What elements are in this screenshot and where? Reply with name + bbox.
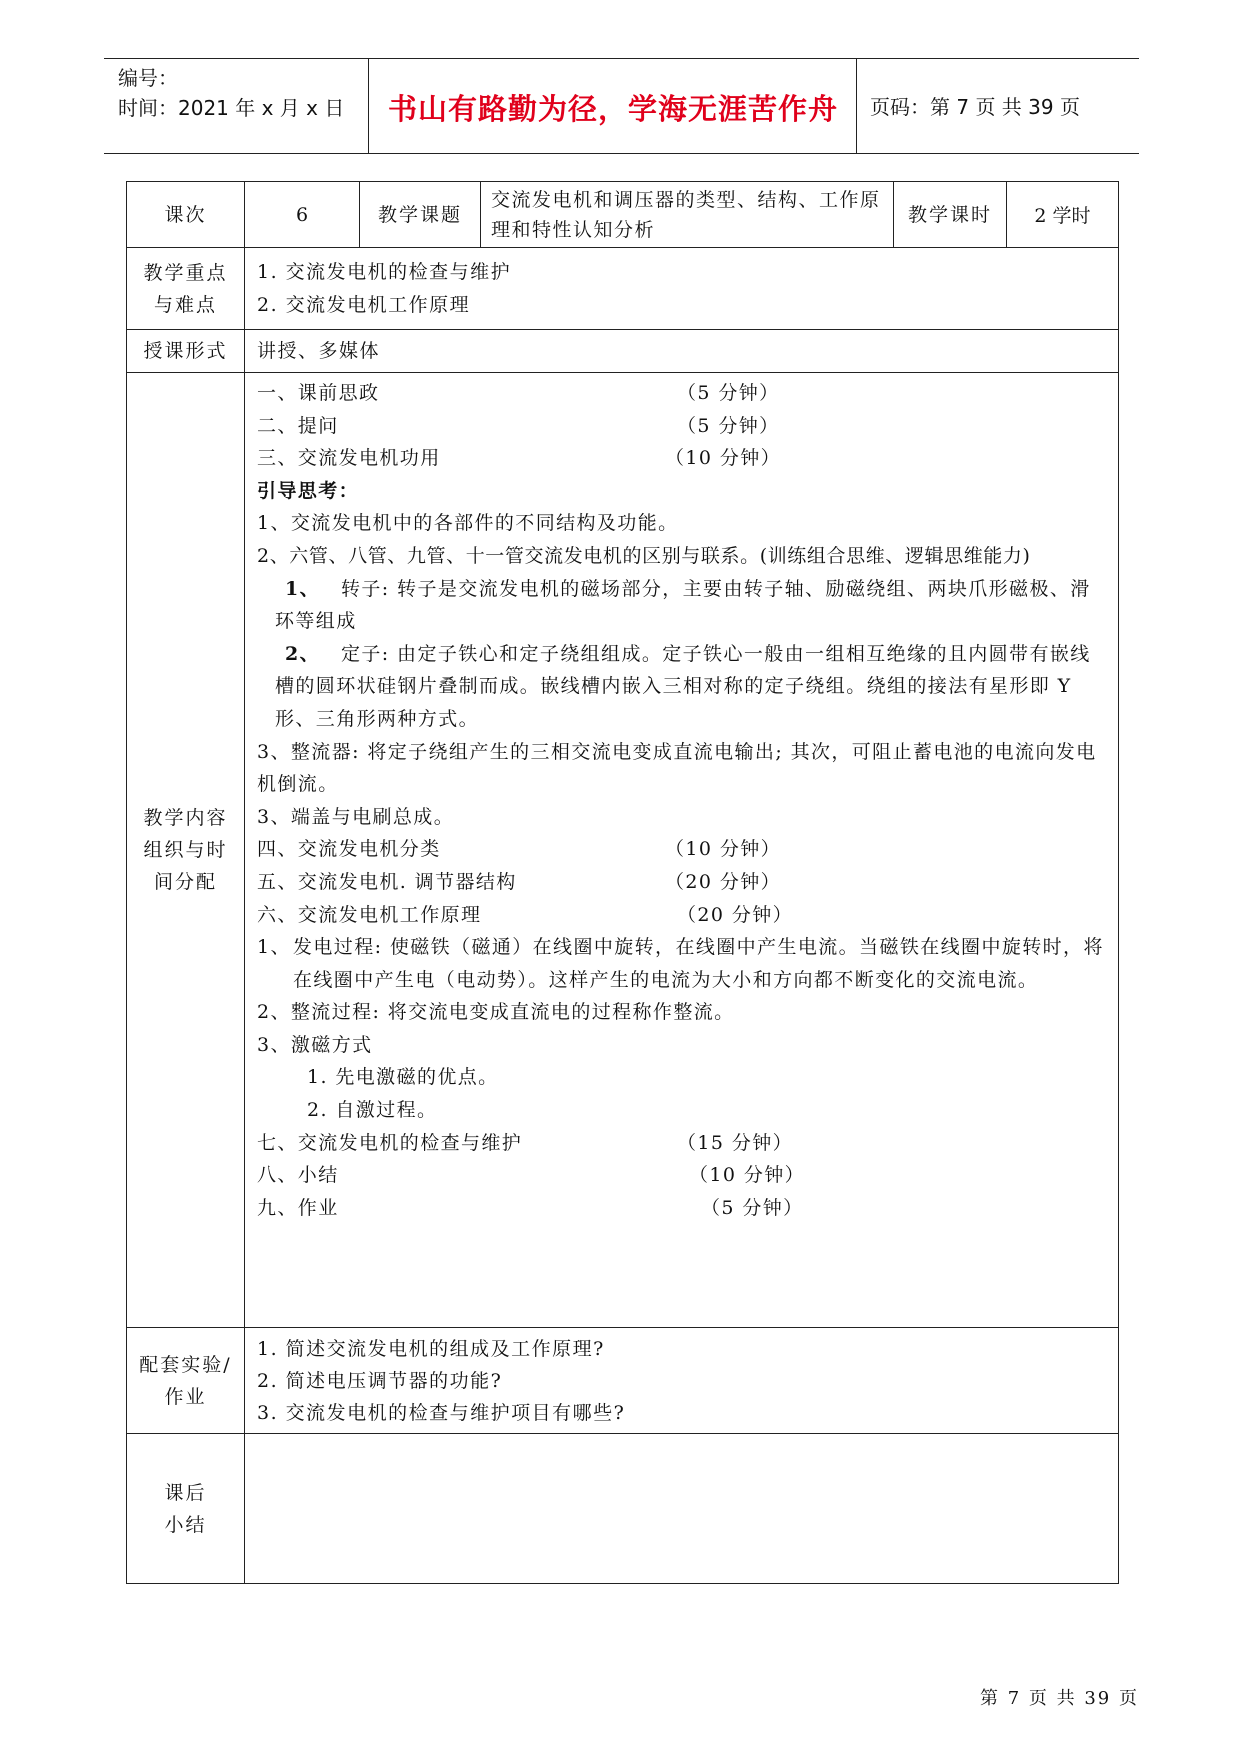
section-title: 五、交流发电机. 调节器结构 [257, 870, 517, 893]
content-line: 2. 自激过程。 [307, 1099, 438, 1122]
section-time: （10 分钟） [665, 838, 782, 861]
section-time: （20 分钟） [665, 870, 782, 893]
section-title: 六、交流发电机工作原理 [257, 903, 482, 926]
section-time: （10 分钟） [665, 447, 782, 470]
content-line: 1、交流发电机中的各部件的不同结构及功能。 [257, 512, 679, 535]
content-line [257, 1127, 1106, 1160]
rectifier-paragraph: 3、整流器: 将定子绕组产生的三相交流电变成直流电输出; 其次，可阻止蓄电池的电流向发电机倒流。 [257, 740, 1097, 796]
stator-text: 定子: 由定子铁心和定子绕组组成。定子铁心一般由一组相互绝缘的且内圆带有嵌线槽的圆环状硅钢片叠制而成。嵌线槽内嵌入三相对称的定子绕组。绕组的接法有星形即 Y 形、三角形两种方式。 [275, 642, 1091, 730]
lesson-plan-table [126, 181, 1119, 1584]
content-line [257, 833, 1106, 866]
homework-list [245, 1328, 1119, 1434]
key-point-item: 1. 交流发电机的检查与维护 [257, 260, 512, 283]
header-motto: 书山有路勤为径，学海无涯苦作舟 [387, 92, 838, 126]
header-page-number: 页码：第 7 页 共 39 页 [870, 95, 1080, 119]
form-value: 讲授、多媒体 [245, 330, 1119, 373]
section-time: （5 分钟） [701, 1196, 804, 1219]
header-meta [118, 63, 344, 123]
homework-item: 3. 交流发电机的检查与维护项目有哪些? [257, 1401, 626, 1424]
guide-heading: 引导思考： [257, 479, 360, 502]
key-point-item: 2. 交流发电机工作原理 [257, 293, 471, 316]
lesson-value: 6 [245, 182, 360, 248]
time-label: 时间：2021 年 x 月 x 日 [118, 96, 345, 120]
header-divider [368, 59, 369, 153]
teaching-content [245, 373, 1119, 1328]
section-title: 二、提问 [257, 414, 339, 437]
hours-value: 2 学时 [1007, 182, 1119, 248]
content-line: 2、整流过程: 将交流电变成直流电的过程称作整流。 [257, 1001, 735, 1024]
homework-item: 2. 简述电压调节器的功能? [257, 1369, 503, 1392]
section-title: 一、课前思政 [257, 382, 380, 404]
item-number: 2、 [285, 642, 321, 665]
stator-paragraph [257, 638, 1106, 736]
summary-label: 课后小结 [127, 1434, 245, 1584]
content-line [257, 899, 1106, 932]
content-line: 3、端盖与电刷总成。 [257, 805, 455, 828]
key-points-label: 教学重点与难点 [127, 248, 245, 330]
section-time: （15 分钟） [677, 1131, 794, 1154]
header-divider [856, 59, 857, 153]
hours-label: 教学课时 [894, 182, 1007, 248]
table-row [127, 1434, 1119, 1584]
content-line [257, 410, 1106, 443]
item-number: 1、 [257, 936, 291, 959]
section-time: （20 分钟） [677, 903, 794, 926]
section-title: 三、交流发电机功用 [257, 447, 441, 470]
topic-value: 交流发电机和调压器的类型、结构、工作原理和特性认知分析 [481, 182, 894, 248]
content-line: 2、六管、八管、九管、十一管交流发电机的区别与联系。(训练组合思维、逻辑思维能力) [257, 544, 1031, 567]
section-title: 七、交流发电机的检查与维护 [257, 1131, 523, 1154]
footer-page-number: 第 7 页 共 39 页 [980, 1688, 1139, 1709]
table-row [127, 248, 1119, 330]
content-line: 3、激磁方式 [257, 1033, 373, 1056]
rotor-paragraph [257, 573, 1106, 638]
item-number: 1、 [285, 577, 321, 600]
section-title: 八、小结 [257, 1164, 339, 1187]
content-line [257, 377, 1106, 410]
table-row [127, 330, 1119, 373]
section-title: 九、作业 [257, 1196, 339, 1219]
section-time: （5 分钟） [677, 414, 780, 437]
rotor-text: 转子: 转子是交流发电机的磁场部分，主要由转子轴、励磁绕组、两块爪形磁极、滑环等组成 [275, 577, 1091, 633]
key-points [245, 248, 1119, 330]
table-row [127, 182, 1119, 248]
content-line [257, 866, 1106, 899]
content-label: 教学内容组织与时间分配 [127, 373, 245, 1328]
form-label: 授课形式 [127, 330, 245, 373]
generation-text: 发电过程: 使磁铁（磁通）在线圈中旋转，在线圈中产生电流。当磁铁在线圈中旋转时，将在线圈中产生电（电动势）。这样产生的电流为大小和方向都不断变化的交流电流。 [293, 936, 1104, 991]
content-line [257, 1159, 1106, 1192]
page-header [104, 58, 1139, 154]
content-line [257, 442, 1106, 475]
homework-item: 1. 简述交流发电机的组成及工作原理? [257, 1337, 605, 1360]
lesson-label: 课次 [127, 182, 245, 248]
content-line [257, 1192, 1106, 1225]
table-row [127, 373, 1119, 1328]
section-time: （10 分钟） [689, 1164, 806, 1187]
section-title: 四、交流发电机分类 [257, 838, 441, 861]
topic-label: 教学课题 [360, 182, 481, 248]
section-time: （5 分钟） [677, 382, 780, 404]
number-label: 编号： [118, 66, 178, 90]
table-row [127, 1328, 1119, 1434]
summary-value [245, 1434, 1119, 1584]
generation-paragraph [257, 931, 1106, 996]
homework-label: 配套实验/作业 [127, 1328, 245, 1434]
content-line: 1. 先电激磁的优点。 [307, 1066, 499, 1089]
